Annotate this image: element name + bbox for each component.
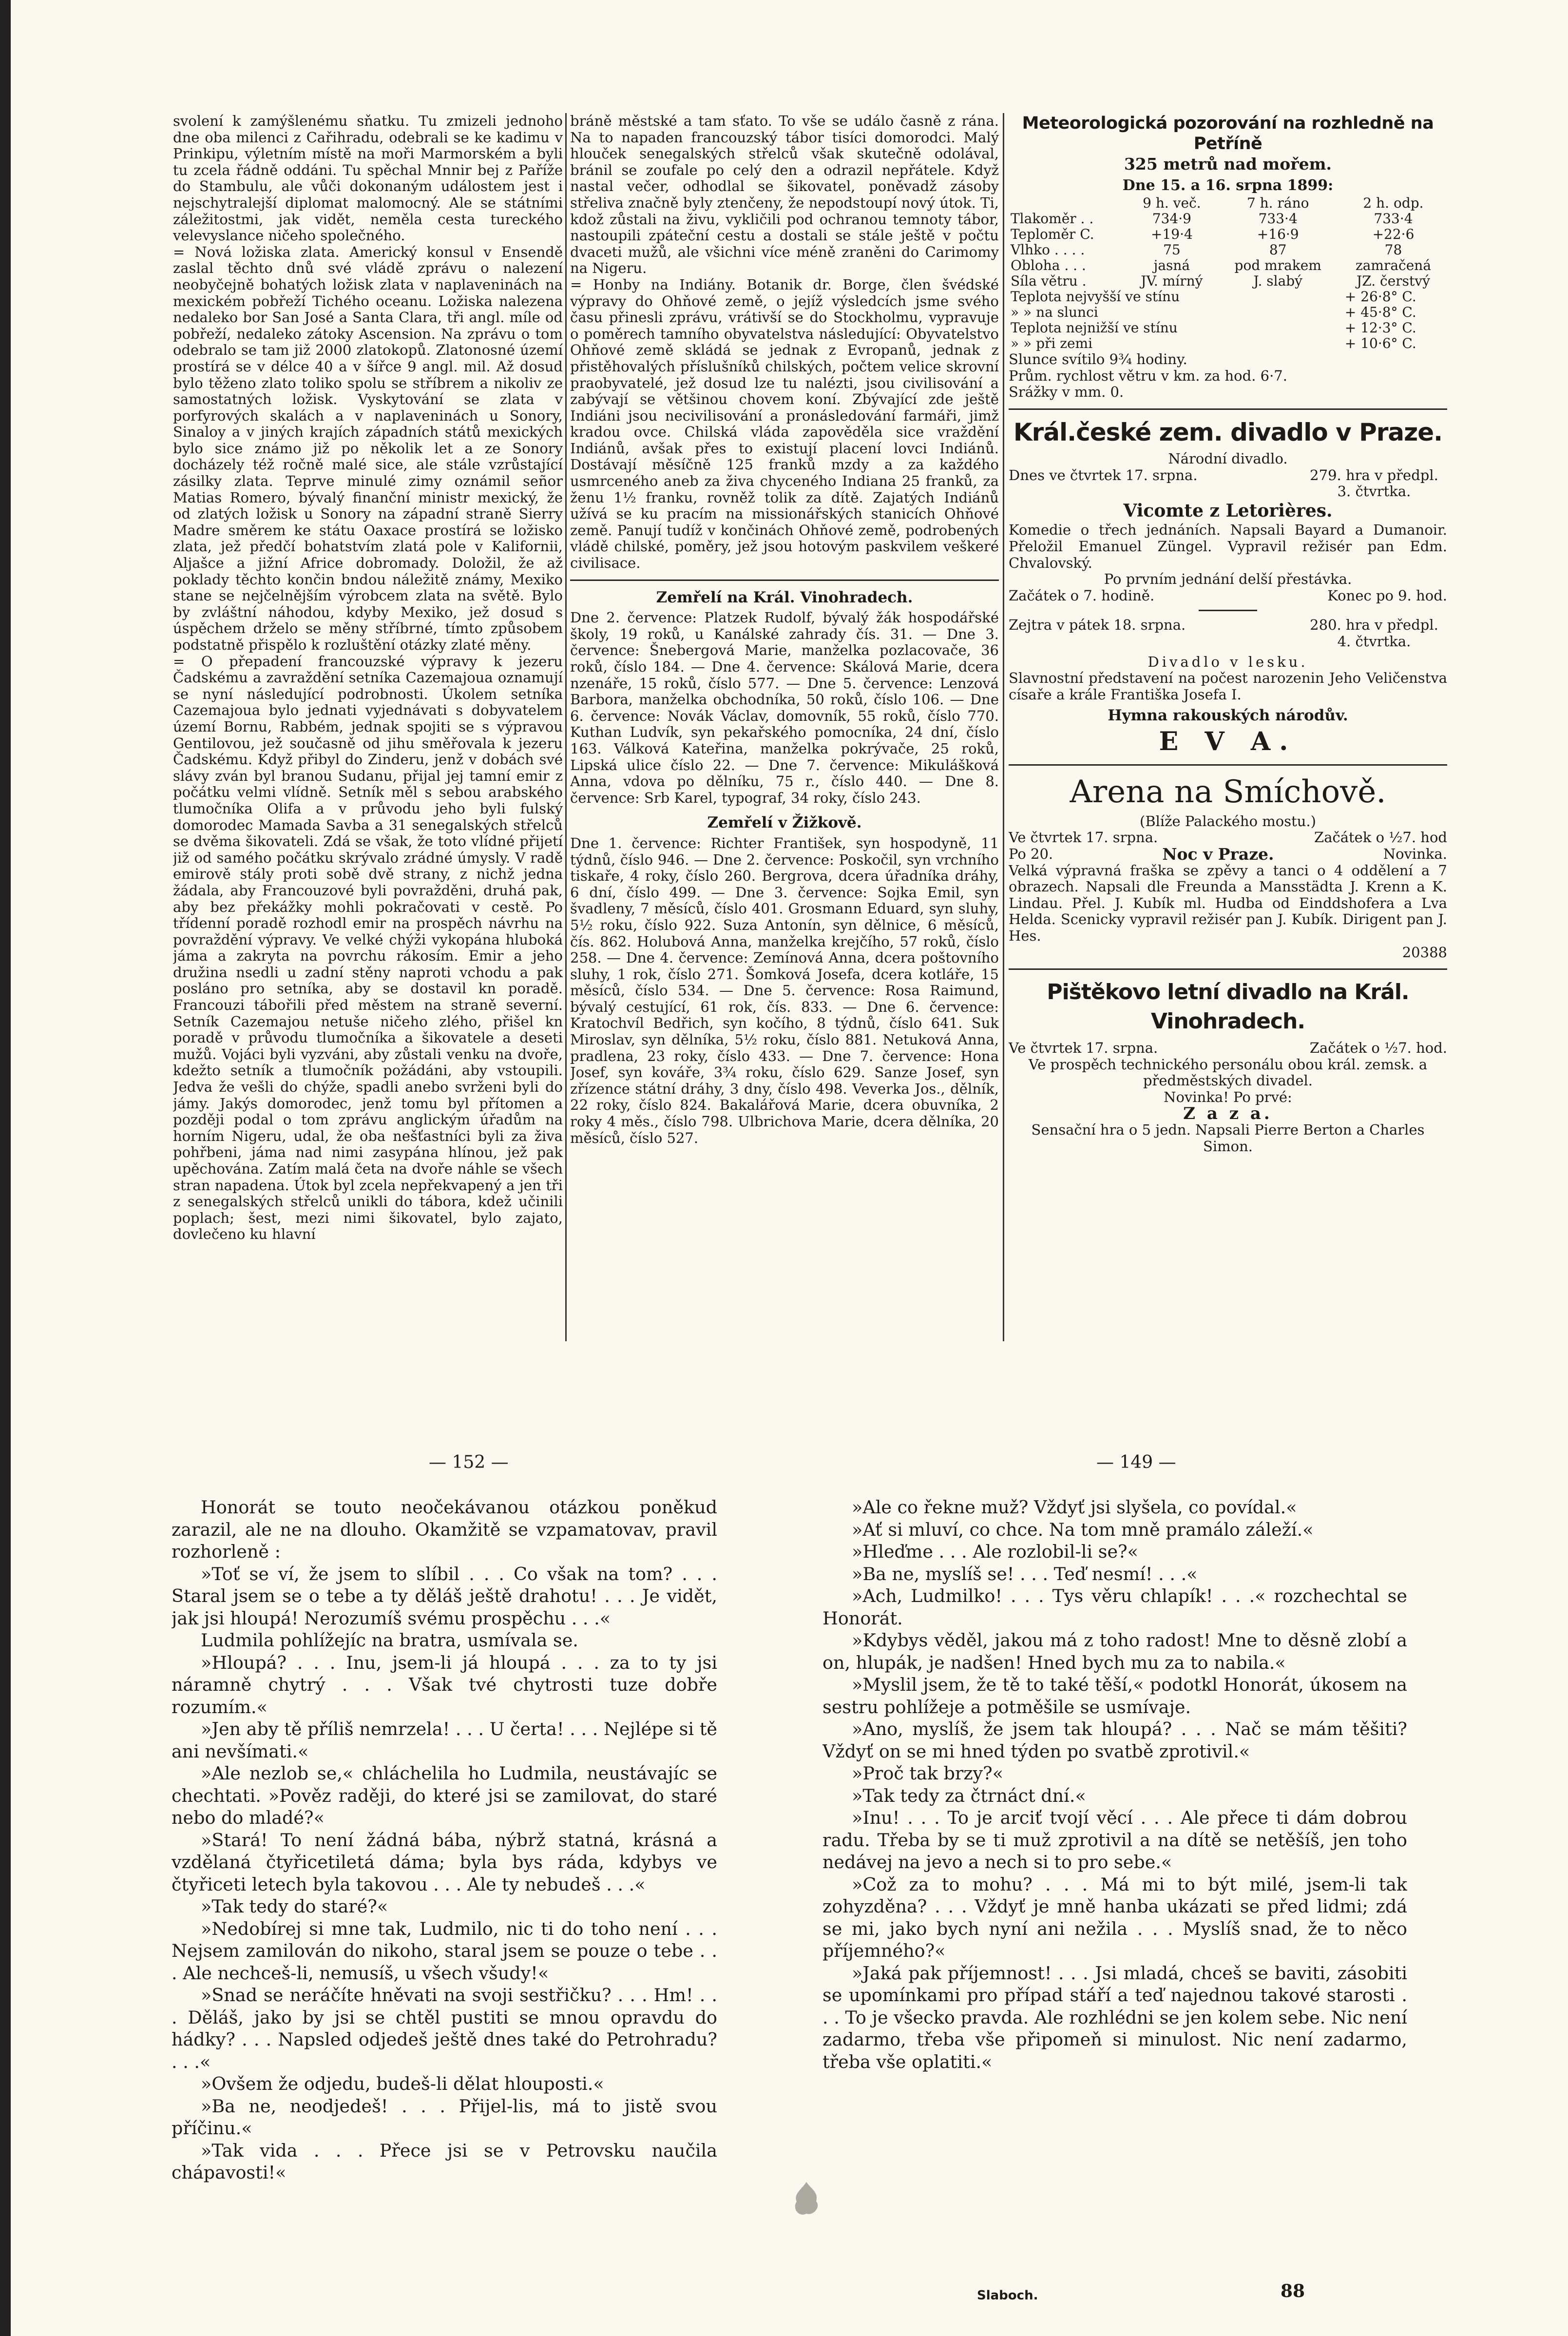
paragraph: »Kdybys věděl, jakou má z toho radost! Mne to děsně zlobí a on, hlupák, je nadšen! Hned bych mu za to nabila.« — [822, 1630, 1407, 1673]
paragraph: »Ať si mluví, co chce. Na tom mně pramálo záleží.« — [852, 1519, 1314, 1540]
start-time: Začátek o 7. hodině. — [1009, 587, 1155, 604]
meteo-row-label: Teplota nejnižší ve stínu — [1011, 320, 1178, 336]
meteo-row-label: Síla větru . — [1011, 273, 1087, 290]
meteo-value: + 45·8° C. — [1344, 304, 1416, 321]
meteo-value: +16·9 — [1257, 226, 1299, 243]
paragraph: »Stará! To není žádná bába, nýbrž statná, krásná a vzdělaná čtyřicetiletá dáma; byla bys ráda, kdybys ve čtyřiceti letech byla takovou . . . Ale ty nebudeš . . .« — [172, 1829, 717, 1895]
paragraph: »Ovšem že odjedu, budeš-li dělat hlouposti.« — [201, 2073, 604, 2094]
play-description: Ve prospěch technického personálu obou král. zemsk. a předměstských divadel. — [1028, 1056, 1428, 1089]
theatre-date-row — [1009, 617, 1447, 650]
play-title: Hymna rakouských národův. — [1108, 707, 1348, 725]
paragraph: »Ach, Ludmilko! . . . Tys věru chlapík! . . .« rozchechtal se Honorát. — [822, 1585, 1407, 1629]
meteo-value: 733·4 — [1258, 211, 1298, 227]
newspaper-column-3 — [1009, 113, 1447, 1361]
meteo-value: 733·4 — [1374, 211, 1413, 227]
ad-number: 20388 — [1402, 944, 1447, 961]
theatre-subheading: Národní divadlo. — [1168, 450, 1288, 467]
paragraph: »Inu! . . . To je arciť tvojí věcí . . . Ale přece ti dám dobrou radu. Třeba by se ti muž zprotivil a na dítě se netěšíš, jen toho nedávej na jevo a nech si to pro sebe.« — [822, 1807, 1407, 1873]
meteo-value: + 12·3° C. — [1344, 320, 1416, 336]
book-page-right — [822, 1496, 1407, 2286]
play-times — [1009, 588, 1447, 604]
paragraph: »Hloupá? . . . Inu, jsem-li já hloupá . . . za to ty jsi náramně chytrý . . . Však tvé chytrosti tuze dobře rozumím.« — [172, 1652, 717, 1718]
divider — [1009, 408, 1447, 410]
obituary-list: Dne 1. července: Richter František, syn hospodyně, 11 týdnů, číslo 946. — Dne 2. července: Poskočil, syn vrchního tiskaře, 4 roky, číslo 260. Bergrova, dcera úřadníka dráhy, 6 dní, číslo 499. — Dne 3. července: Sojka Emil, syn švadleny, 7 měsíců, číslo 401. Grosmann Eduard, syn sluhy, 5½ roku, číslo 922. Suza Antonín, syn dělnice, 6 měsíců, čís. 862. Holubová Anna, manželka krejčího, 57 roků, číslo 258. — Dne 4. července: Zemínová Anna, dcera poštovního sluhy, 1 rok, číslo 271. Šomková Josefa, dcera kotláře, 15 měsíců, číslo 534. — Dne 5. července: Rosa Raimund, bývalý cestující, 61 rok, čís. 833. — Dne 6. července: Kratochvíl Bedřich, syn kočího, 8 týdnů, číslo 641. Suk Miroslav, syn dělníka, 5½ roku, číslo 881. Netuková Anna, pradlena, 23 roky, číslo 433. — Dne 7. července: Hona Josef, syn kováře, 3¾ roku, číslo 629. Sanze Josef, syn zřízence státní dráhy, 3 dny, číslo 498. Veverka Jos., dělník, 22 roky, číslo 824. Bakalářová Marie, dcera obuvníka, 2 roky 4 měs., číslo 798. Ulbrichova Marie, dcera dělníka, 20 měsíců, číslo 527. — [570, 834, 999, 1146]
meteo-row-label: Obloha . . . — [1011, 257, 1086, 274]
page-number: — 149 — — [1096, 1452, 1176, 1472]
theatre-subscription: 279. hra v předpl. 3. čtvrtka. — [1310, 466, 1438, 500]
section-heading: Zemřelí v Žižkově. — [707, 814, 862, 832]
end-time: Konec po 9. hod. — [1327, 587, 1447, 604]
meteo-value: pod mrakem — [1234, 257, 1321, 274]
play-title: Divadlo v lesku. — [1147, 653, 1308, 670]
divider — [1009, 968, 1447, 970]
column-rule — [1003, 113, 1004, 1341]
article-text: bráně městské a tam sťato. To vše se událo časně z rána. Na to napaden francouzský tábor tisíci domorodci. Malý hlouček senegalských střelců však skutečně odolával, bránil se zoufale po celý den a odrazil nepřátele. Když nastal večer, odhodlal se šikovatel, poněvadž zásoby střeliva značně byly ztenčeny, že nepodstoupí nový útok. Ti, kdož zůstali na živu, vykličili pod ochranou temnoty tábor, nastoupili zpáteční cestu a dostali se stále ještě v počtu dvaceti mužů, ale všichni více méně zraněni do Carimomy na Nigeru. — [570, 113, 999, 277]
divider — [1009, 764, 1447, 766]
arena-play-row — [1009, 846, 1447, 863]
paragraph: Honorát se touto neočekávanou otázkou poněkud zarazil, ale ne na dlouho. Okamžitě se vzpamatovav, pravil rozhorleně : — [172, 1497, 717, 1562]
paragraph: »Jen aby tě příliš nemrzela! . . . U čerta! . . . Nejlépe si tě ani nevšímati.« — [172, 1718, 717, 1762]
paragraph: »Proč tak brzy?« — [852, 1763, 1004, 1784]
newspaper-column-2 — [570, 113, 999, 1361]
arena-start: Začátek o ½7. hod — [1314, 829, 1447, 846]
play-description: Komedie o třech jednáních. Napsali Bayard a Dumanoir. Přeložil Emanuel Züngel. Vypravil režisér pan Edm. Chvalovský. — [1009, 521, 1447, 571]
divider — [570, 579, 999, 581]
paragraph: »Ale co řekne muž? Vždyť jsi slyšela, co povídal.« — [852, 1497, 1297, 1518]
obituary-list: Dne 2. července: Platzek Rudolf, bývalý žák hospodářské školy, 19 roků, u Kanálské zahrady čís. 31. — Dne 3. července: Šnebergová Marie, manželka pozlacovače, 36 roků, číslo 184. — Dne 4. července: Skálová Marie, dcera nzenáře, 15 roků, číslo 577. — Dne 5. července: Lenzová Barbora, manželka obchodníka, 50 roků, číslo 106. — Dne 6. července: Novák Václav, domovník, 55 roků, číslo 770. Kuthan Ludvík, syn pekařského pomocníka, 24 dní, číslo 163. Válková Kateřina, manželka pokrývače, 25 roků, Lipská ulice číslo 22. — Dne 7. července: Mikulášková Anna, vdova po dělníku, 75 r., číslo 440. — Dne 8. července: Srb Karel, typograf, 34 roky, číslo 243. — [570, 609, 999, 806]
paragraph: »Ba ne, neodjedeš! . . . Přijel-lis, má to jistě svou příčinu.« — [172, 2095, 717, 2139]
meteo-value: 75 — [1163, 242, 1181, 258]
paragraph: »Ale nezlob se,« chláchelila ho Ludmila, neustávajíc se chechtati. »Pověz raději, do které jsi se zamilovat, do staré nebo do mladé?« — [172, 1763, 717, 1828]
meteo-row-label: Teplota nejvyšší ve stínu — [1011, 289, 1180, 305]
meteo-col-head: 7 h. ráno — [1246, 195, 1309, 212]
meteo-value: jasná — [1153, 257, 1190, 274]
article-text: svolení k zamýšlenému sňatku. Tu zmizeli jednoho dne oba milenci z Cařihradu, odebrali se ke kadimu v Prinkipu, výletním místě na moři Marmorském a byli tu zcela řádně oddáni. Tu spěchal Mnnir bej z Paříže do Stambulu, ale vůči dokonaným událostem jest i nejschytralejší diplomat malomocný. Ale se státními záležitostmi, jak vidět, neměla cesta tureckého velevyslance ničeho společného. — [173, 113, 563, 244]
article-text: = O přepadení francouzské výpravy k jezeru Čadskému a zavraždění setníka Cazemajoua oznamují se nyní následující podrobnosti. Úkolem setníka Cazemajoua bylo jednati vyjednávati s dobyvatelem území Bornu, Rabbém, jednak spojiti se s výpravou Gentilovou, jež současně od jihu směřovala k jezeru Čadskému. Když přibyl do Zinderu, jenž v dobách své slávy zván byl branou Sudanu, přijal jej tamní emir z počátku velmi vlídně. Setník měl s sebou arabského tlumočníka Olifa a v průvodu jeho byli fulský domorodec Mamada Savba a 31 senegalských střelců se dvěma šikovateli. Zdá se však, že toto vlídné přijetí již od samého počátku skrývalo zrádné úmysly. V radě emirově stály proti sobě dvě strany, z nichž jedna žádala, aby Francouzové byli povražděni, druhá pak, aby bez překážky mohli pokračovati v cestě. Po třídenní poradě rozhodl emir na prospěch návrhu na povraždění výpravy. Ve velké chýži vykopána hluboká jáma a zakryta na povrchu rákosím. Emir a jeho družina nsedli u zadní stěny naproti vchodu a pak posláno pro setníka, aby se dostavil kn poradě. Francouzi tábořili před městem na straně severní. Setník Cazemajou netuše ničeho zlého, přišel kn poradě v průvodu tlumočníka a šikovatele a deseti mužů. Vojáci byli vyzváni, aby zůstali venku na dvoře, kdežto setník a tlumočník požádáni, aby vstoupili. Jedva že vešli do chýže, spadli anebo svrženi byli do jámy. Jakýs domorodec, jenž tomu byl přítomen a později podal o tom zprávu anglickým úřadům na horním Nigeru, udal, že oba nešťastníci byli za živa pohřbeni, jáma nad nimi zasypána hlínou, jež pak upěchována. Zatím malá četa na dvoře náhle se všech stran napadena. Útok byl zcela nepřekvapený a jen tři z senegalských střelců unikli do tábora, kdež učinili poplach; šest, mezi nimi šikovatel, bylo zajato, dovlečeno ku hlavní — [173, 653, 563, 1243]
novelty-label: Novinka! Po prvé: — [1164, 1089, 1292, 1105]
ink-blot-ornament — [789, 2180, 823, 2219]
play-description: Velká výpravná fraška se zpěvy a tanci o 4 oddělení a 7 obrazech. Napsali dle Freunda a Mansstädta J. Krenn a K. Lindau. Přel. J. Kubík ml. Hudba od Einddshofera a Lva Helda. Scenicky vypravil režisér pan J. Kubík. Dirigent pan J. Hes. — [1009, 862, 1447, 945]
meteo-table — [1009, 195, 1447, 289]
meteo-row-label: Tlakoměr . . — [1011, 211, 1094, 227]
paragraph: »Ano, myslíš, že jsem tak hloupá? . . . Nač se mám těšiti? Vždyť on se mi hned týden po svatbě zprotivil.« — [822, 1718, 1407, 1762]
newspaper-column-1 — [173, 113, 563, 1361]
scan-edge — [0, 0, 11, 2336]
play-description: Slavnostní představení na počest narozenin Jeho Veličenstva císaře a krále Františka Josefa I. — [1009, 670, 1447, 703]
theatre-subscription: 280. hra v předpl. 4. čtvrtka. — [1310, 617, 1438, 650]
meteo-row-label: Vlhko . . . . — [1011, 242, 1085, 258]
section-heading: Zemřelí na Král. Vinohradech. — [656, 588, 913, 606]
arena-heading: Arena na Smíchově. — [1070, 773, 1386, 810]
page-number: — 152 — — [429, 1452, 509, 1472]
arena-performance-number: Po 20. — [1009, 846, 1053, 863]
arena-subheading: (Blíže Palackého mostu.) — [1140, 812, 1316, 830]
pistek-heading: Pištěkovo letní divadlo na Král. Vinohradech. — [1047, 980, 1409, 1034]
meteo-date: Dne 15. a 16. srpna 1899: — [1122, 176, 1334, 194]
theatre-date-row — [1009, 467, 1447, 500]
meteo-row-label: » » při zemi — [1011, 335, 1093, 352]
novelty-label: Novinka. — [1383, 846, 1447, 863]
meteo-value: 87 — [1269, 242, 1287, 258]
pistek-start: Začátek o ½7. hod. — [1309, 1040, 1447, 1057]
paragraph: Ludmila pohlížejíc na bratra, usmívala se. — [201, 1630, 578, 1651]
play-title: Noc v Praze. — [1162, 845, 1274, 864]
meteo-row-label: » » na slunci — [1011, 304, 1098, 321]
meteo-title: Meteorologická pozorování na rozhledně na Petříně — [1022, 114, 1434, 154]
meteo-value: JZ. čerstvý — [1357, 273, 1430, 290]
theatre-heading: Král.české zem. divadlo v Praze. — [1013, 418, 1443, 446]
paragraph: »Ba ne, myslíš se! . . . Teď nesmí! . . .« — [852, 1563, 1198, 1584]
footer-page-number: 88 — [1281, 2281, 1305, 2301]
meteo-extremes — [1009, 289, 1447, 351]
meteo-value: 78 — [1384, 242, 1402, 258]
meteo-value: 734·9 — [1152, 211, 1191, 227]
play-description: Sensační hra o 5 jedn. Napsali Pierre Berton a Charles Simon. — [1031, 1121, 1425, 1155]
paragraph: »Nedobírej si mne tak, Ludmilo, nic ti do toho není . . . Nejsem zamilován do nikoho, staral jsem se pouze o tebe . . . Ale nechceš-li, nemusíš, u všech všudy!« — [172, 1918, 717, 1984]
meteo-rain: Srážky v mm. 0. — [1009, 384, 1124, 401]
meteo-value: + 10·6° C. — [1344, 335, 1416, 352]
paragraph: »Jaká pak příjemnost! . . . Jsi mladá, chceš se baviti, zásobiti se upomínkami pro případ stáří a teď najednou takové starosti . . . To je všecko pravda. Ale rozhlédni se jen kolem sebe. Nic není zadarmo, třeba vše připomeň si minulost. Nic není zadarmo, třeba vše oplatiti.« — [822, 1962, 1407, 2072]
play-note: Po prvním jednání delší přestávka. — [1104, 571, 1352, 588]
paragraph: »Tak tedy do staré?« — [201, 1896, 388, 1917]
column-rule — [565, 113, 567, 1341]
paragraph: »Tak vida . . . Přece jsi se v Petrovsku naučila chápavosti!« — [172, 2140, 717, 2183]
footer-signature: Slaboch. — [977, 2288, 1038, 2303]
meteo-subtitle: 325 metrů nad mořem. — [1124, 154, 1332, 174]
meteo-value: J. slabý — [1253, 273, 1303, 290]
arena-date: Ve čtvrtek 17. srpna. — [1009, 829, 1158, 846]
pistek-date-row — [1009, 1040, 1447, 1057]
play-title: Z a z a. — [1183, 1103, 1273, 1123]
meteo-value: +19·4 — [1150, 226, 1193, 243]
paragraph: »Hleďme . . . Ale rozlobil-li se?« — [852, 1541, 1138, 1562]
theatre-date: Zejtra v pátek 18. srpna. — [1009, 617, 1186, 634]
article-text: = Honby na Indiány. Botanik dr. Borge, člen švédské výpravy do Ohňové země, o jejíž výsledcích jsme svého času přinesli zprávu, vrátivší se do Stockholmu, vypravuje o poměrech tamního obyvatelstva následující: Obyvatelstvo Ohňové země skládá se jednak z Evropanů, jednak z přistěhovalých příslušníků chilských, počtem velice skrovní praobyvatelé, jež dosud lze tu nalézti, jsou civilisování a zabývají se většinou chovem koní. Zbývající zde ještě Indiáni jsou necivilisování a pronásledování farmáři, jimž kradou ovce. Chilská vláda zapověděla sice vraždění Indiánů, avšak přes to existují placení lovci Indiánů. Dostávají měsíčně 125 franků mzdy a za každého usmrceného aneb za živa chyceného Indiana 25 franků, za ženu 1½ franku, rovněž tolik za dítě. Zajatých Indiánů užívá se ku pracím na missionářských stanicích Ohňové země. Panují tudíž v končinách Ohňové země, podrobených vládě chilské, poměry, jež jsou hotovým paskvilem veškeré civilisace. — [570, 276, 999, 572]
paragraph: »Myslil jsem, že tě to také těší,« podotkl Honorát, úkosem na sestru pohlížeje a potměšile se usmívaje. — [822, 1674, 1407, 1718]
meteo-row-label: Teploměr C. — [1011, 226, 1094, 243]
paragraph: »Toť se ví, že jsem to slíbil . . . Co však na tom? . . . Staral jsem se o tebe a ty děláš ještě drahotu! . . . Je vidět, jak jsi hloupá! Nerozumíš svému prospěchu . . .« — [172, 1563, 717, 1629]
meteo-wind: Prům. rychlost větru v km. za hod. 6·7. — [1009, 367, 1287, 384]
paragraph: »Což za to mohu? . . . Má mi to být milé, jsem-li tak zohyzděna? . . . Vždyť je mně hanba ukázati se před lidmi; zdá se mi, jako bych nyní ani nežila . . . Myslíš snad, že to něco příjemného?« — [822, 1873, 1407, 1961]
meteo-value: +22·6 — [1372, 226, 1415, 243]
meteo-value: zamračená — [1355, 257, 1432, 274]
divider — [1199, 610, 1257, 611]
paragraph: »Snad se neráčíte hněvati na svoji sestřičku? . . . Hm! . . . Děláš, jako by jsi se chtěl pustiti se mnou opravdu do hádky? . . . Napsled odjedeš ještě dnes také do Petrohradu? . . .« — [172, 1985, 717, 2072]
meteo-col-head: 2 h. odp. — [1363, 195, 1424, 212]
article-text: = Nová ložiska zlata. Americký konsul v Ensendě zaslal těchto dnů své vládě zprávu o nalezení neobyčejně bohatých ložisk zlata v naplaveninách na mexickém pobřeží Tichého oceanu. Ložiska nalezena nedaleko bor San José a Santa Clara, tři angl. míle od pobřeží, nedaleko zátoky Ascension. Na zprávu o tom odebralo se tam již 2000 zlatokopů. Zlatonosné území prostírá se v délce 40 a v šířce 9 angl. mil. Až dosud bylo těženo zlato toliko spolu se stříbrem a nikoliv ze samostatných ložisk. Vyskytování se zlata v porfyrových skalách a v naplaveninách u Sonory, Sinaloy a v jiných krajích západních států mexických bylo sice známo již po několik let a ze Sonory docházely též ročně malé sice, ale stále vzrůstající zásilky zlata. Teprve minulé zimy oznámil señor Matias Romero, bývalý finanční ministr mexický, že od zlatých ložisk u Sonory na západní straně Sierry Madre směrem ke státu Oaxace prostírá se ložisko zlata, jež předčí bohatstvím zlatá pole v Kalifornii, Aljašce a jižní Africe dobromady. Doložil, že až poklady těchto končin bndou náležitě známy, Mexiko stane se nejčelnějším výrobcem zlata na světě. Bylo by zvláštní náhodou, kdyby Mexiko, jež dosud s úspěchem drželo se měny stříbrné, tímto způsobem podstatně přispělo k rozluštění otázky zlaté měny. — [173, 243, 563, 653]
arena-date-row — [1009, 830, 1447, 846]
play-title: Vicomte z Letorières. — [1123, 500, 1333, 521]
meteo-col-head: 9 h. več. — [1143, 195, 1201, 212]
paragraph: »Tak tedy za čtrnáct dní.« — [852, 1785, 1086, 1806]
pistek-date: Ve čtvrtek 17. srpna. — [1009, 1040, 1158, 1057]
meteo-sun: Slunce svítilo 9¾ hodiny. — [1009, 351, 1187, 368]
book-page-left — [172, 1496, 717, 2286]
meteo-value: + 26·8° C. — [1344, 289, 1416, 305]
play-title: E V A. — [1159, 726, 1297, 756]
theatre-date: Dnes ve čtvrtek 17. srpna. — [1009, 466, 1198, 483]
meteo-value: JV. mírný — [1141, 273, 1203, 290]
